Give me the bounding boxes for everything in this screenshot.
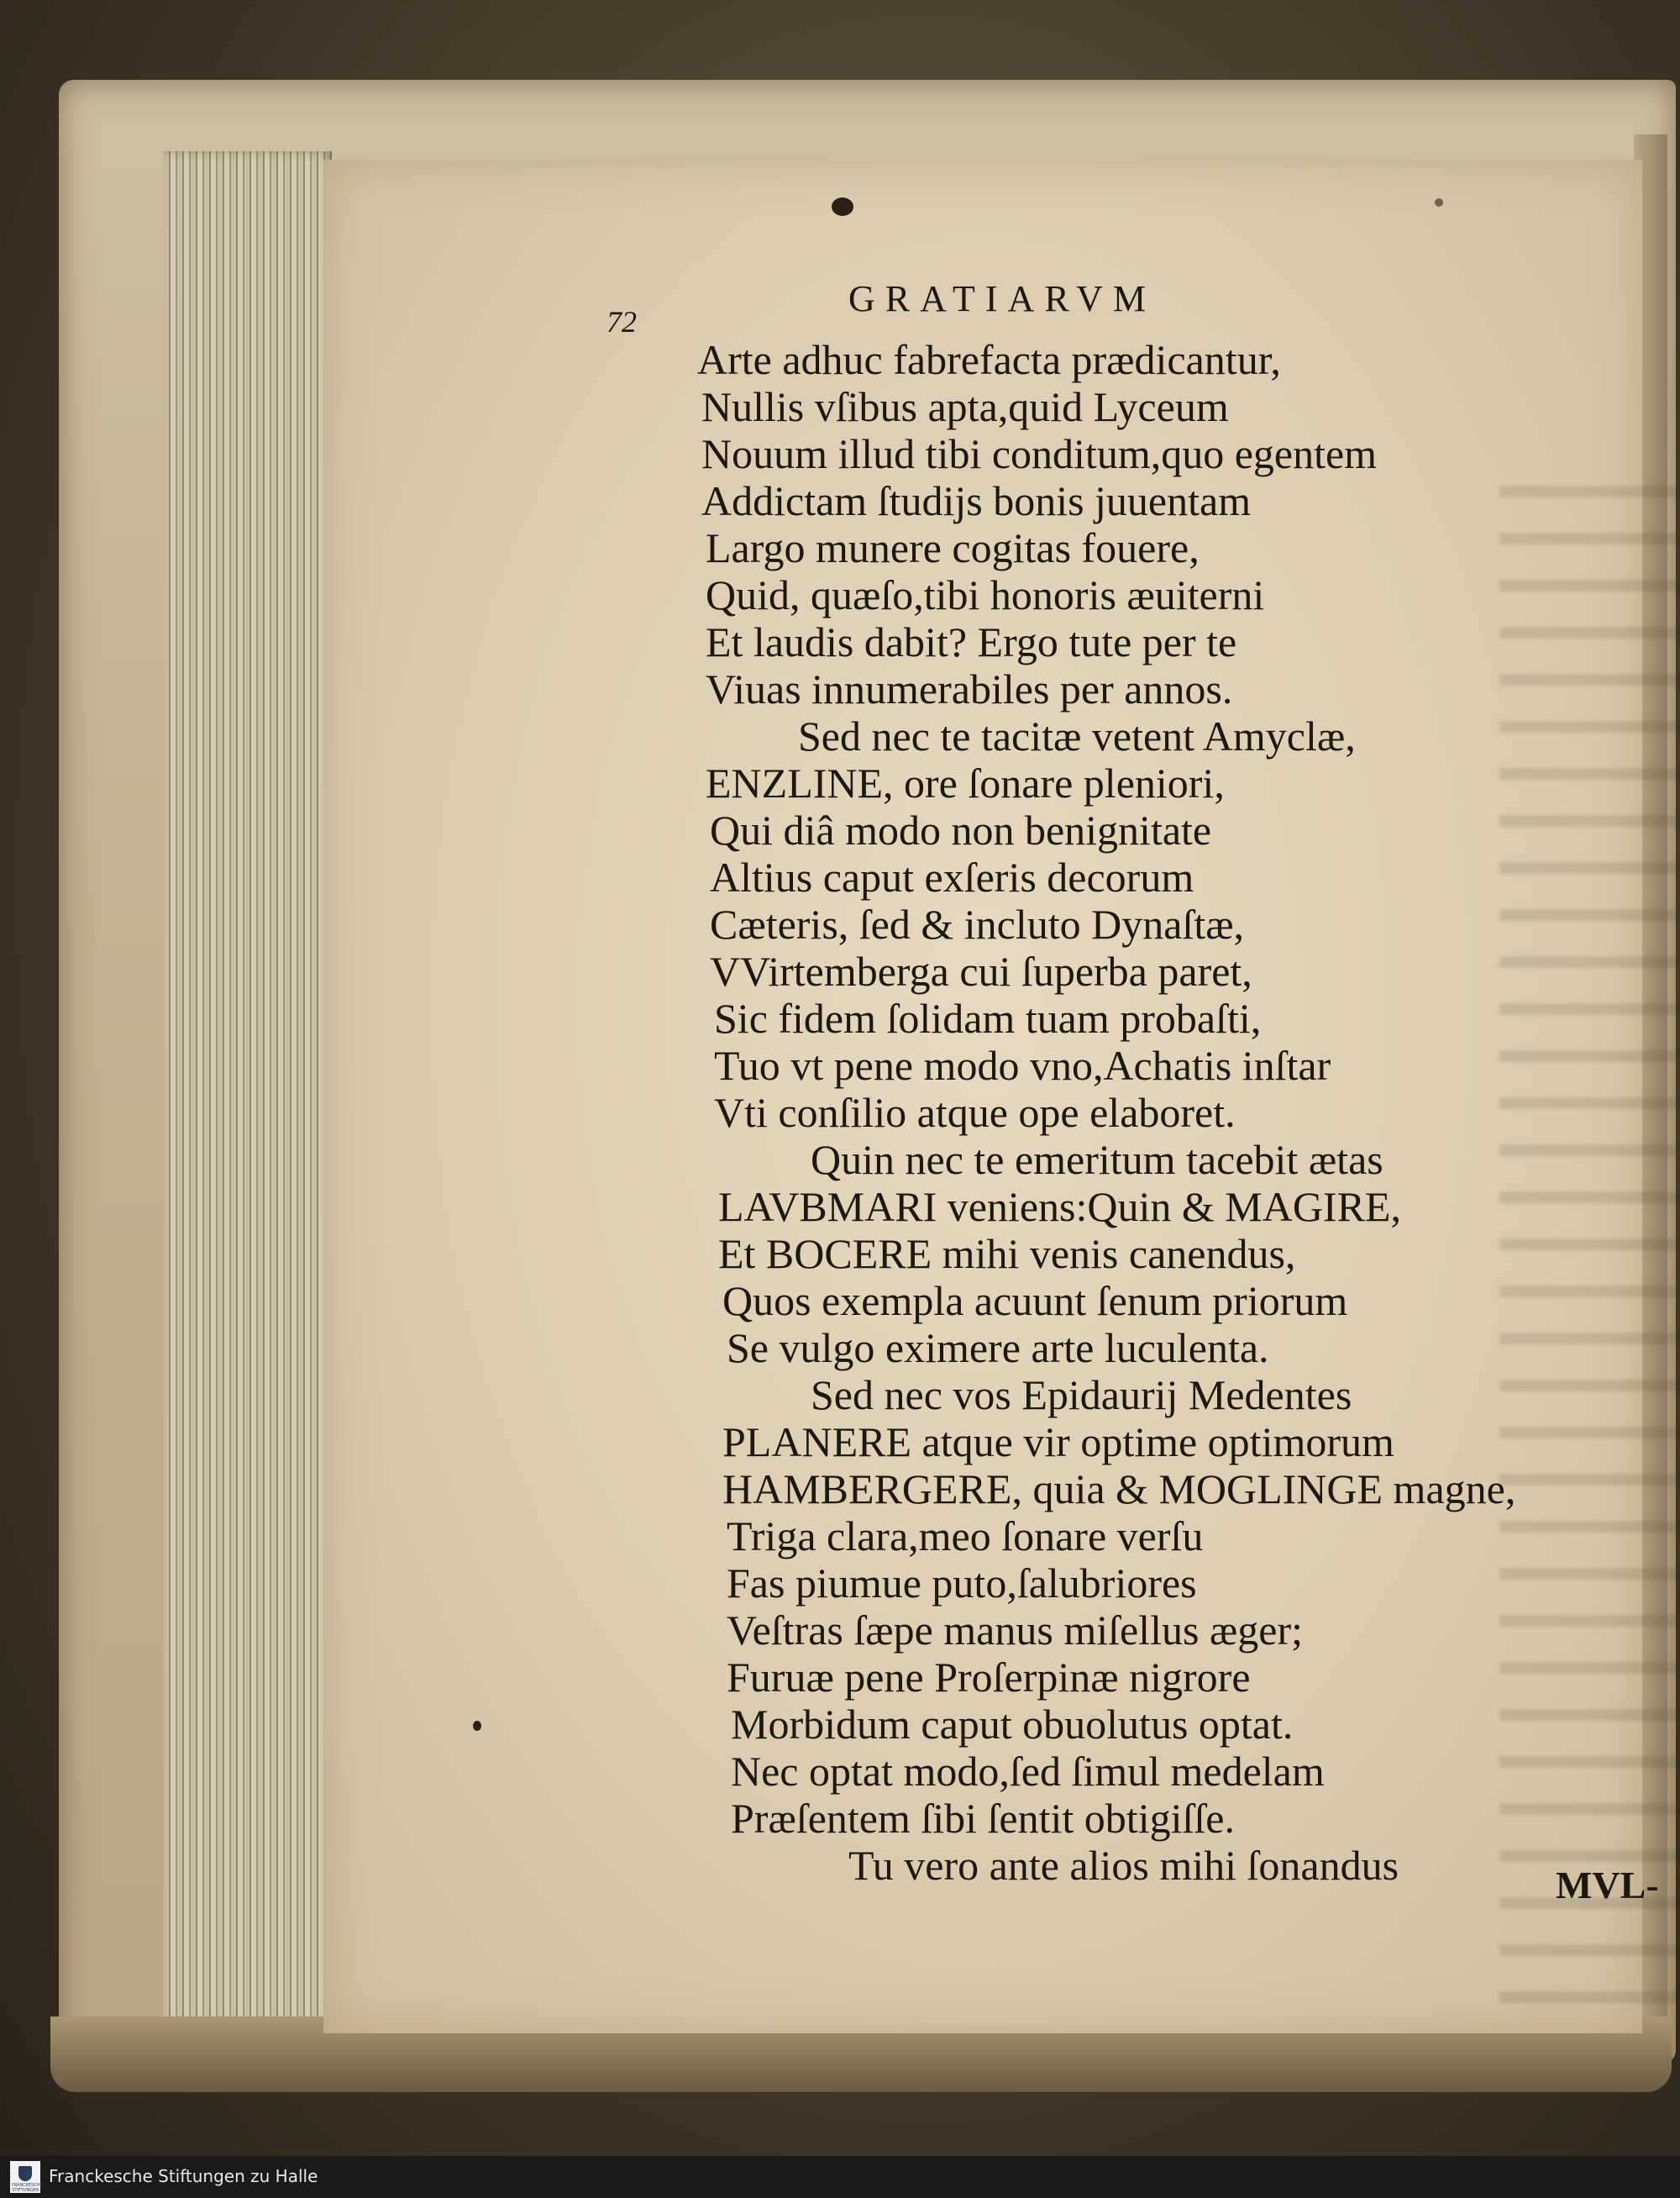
poem-line: Nullis vſibus apta,quid Lyceum bbox=[701, 383, 1229, 430]
poem-line: Et BOCERE mihi venis canendus, bbox=[718, 1230, 1296, 1277]
poem-line: Quid, quæſo,tibi honoris æuiterni bbox=[706, 571, 1265, 618]
poem-line: Et laudis dabit? Ergo tute per te bbox=[706, 618, 1237, 665]
poem-line: Arte adhuc fabrefacta prædicantur, bbox=[697, 336, 1281, 383]
ink-speck bbox=[832, 197, 853, 216]
poem-line: Addictam ſtudijs bonis juuentam bbox=[701, 477, 1252, 524]
poem-line: LAVBMARI veniens:Quin & MAGIRE, bbox=[718, 1183, 1401, 1230]
poem-line: Veſtras ſæpe manus miſellus æger; bbox=[727, 1606, 1304, 1654]
poem-line: Tu vero ante alios mihi ſonandus bbox=[848, 1842, 1399, 1889]
logo-emblem bbox=[18, 2166, 32, 2181]
page-edges bbox=[164, 151, 332, 2025]
poem-line: Tuo vt pene modo vno,Achatis inſtar bbox=[714, 1042, 1331, 1089]
ink-speck bbox=[1435, 198, 1443, 207]
poem-line: Sed nec te tacitæ vetent Amyclæ, bbox=[798, 713, 1356, 760]
page-number: 72 bbox=[606, 305, 637, 339]
poem-line: Triga clara,meo ſonare verſu bbox=[727, 1512, 1204, 1559]
ink-speck bbox=[473, 1721, 481, 1731]
poem-line: Nec optat modo,ſed ſimul medelam bbox=[731, 1748, 1325, 1795]
poem-line: Sic fidem ſolidam tuam probaſti, bbox=[714, 995, 1262, 1042]
poem-line: Morbidum caput obuolutus optat. bbox=[731, 1701, 1294, 1748]
show-through-text bbox=[1499, 462, 1680, 2008]
poem-line: PLANERE atque vir optime optimorum bbox=[722, 1418, 1394, 1465]
poem-line: Nouum illud tibi conditum,quo egentem bbox=[701, 430, 1378, 477]
poem-line: VVirtemberga cui ſuperba paret, bbox=[710, 948, 1252, 995]
poem-line: Qui diâ modo non benignitate bbox=[710, 807, 1212, 854]
poem-line: Se vulgo eximere arte luculenta. bbox=[727, 1324, 1269, 1371]
archive-label: Franckesche Stiftungen zu Halle bbox=[49, 2166, 318, 2186]
poem-line: Vti conſilio atque ope elaboret. bbox=[714, 1089, 1236, 1136]
running-head: GRATIARVM bbox=[848, 278, 1157, 319]
poem-line: Cæteris, ſed & incluto Dynaſtæ, bbox=[710, 901, 1245, 948]
poem-line: Furuæ pene Proſerpinæ nigrore bbox=[727, 1654, 1251, 1701]
poem-line: Præſentem ſibi ſentit obtigiſſe. bbox=[731, 1795, 1235, 1842]
poem-line: HAMBERGERE, quia & MOGLINGE magne, bbox=[722, 1465, 1516, 1512]
catchword: MVL- bbox=[1556, 1864, 1659, 1906]
poem-line: Quin nec te emeritum tacebit ætas bbox=[811, 1136, 1383, 1183]
poem-line: Viuas innumerabiles per annos. bbox=[706, 665, 1233, 713]
poem-line: ENZLINE, ore ſonare pleniori, bbox=[706, 760, 1225, 807]
archive-footer bbox=[0, 2156, 1680, 2198]
poem-line: Quos exempla acuunt ſenum priorum bbox=[722, 1277, 1348, 1324]
logo-text: FRANCKESCHE STIFTUNGEN bbox=[12, 2183, 43, 2193]
poem-line: Fas piumue puto,ſalubriores bbox=[727, 1559, 1197, 1606]
poem-line: Sed nec vos Epidaurij Medentes bbox=[811, 1371, 1352, 1418]
poem-line: Largo munere cogitas fouere, bbox=[706, 524, 1200, 571]
poem-line: Altius caput exſeris decorum bbox=[710, 854, 1194, 901]
franckesche-stiftungen-logo-icon bbox=[10, 2161, 43, 2193]
